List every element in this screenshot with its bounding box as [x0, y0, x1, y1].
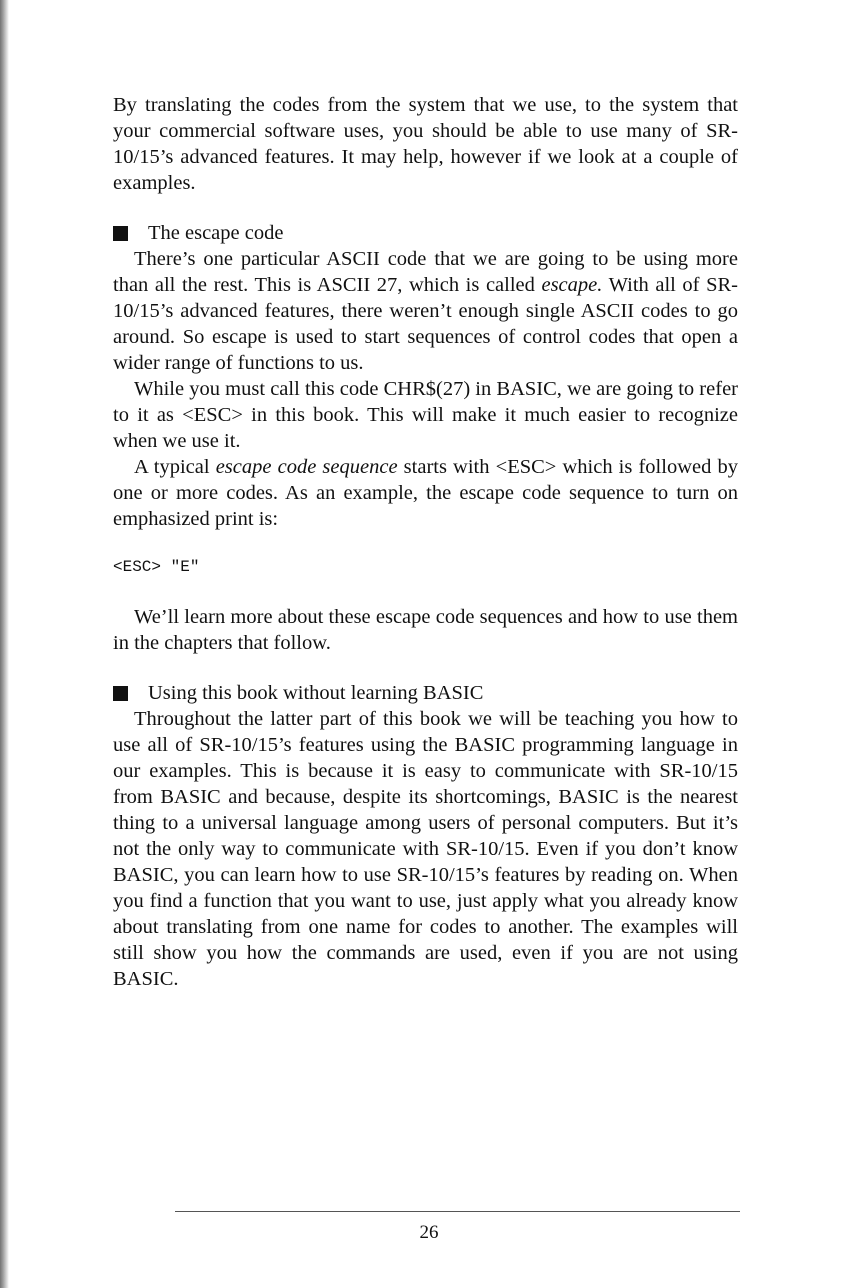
code-example: <ESC> "E"	[113, 558, 200, 576]
escape-paragraph-3: A typical escape code sequence starts with <ESC> which is followed by one or more codes. As an example, the escape code sequence to turn on emphasized print is:	[113, 456, 738, 530]
page-scan-edge	[0, 0, 9, 1288]
escape-paragraph-4: We’ll learn more about these escape code sequences and how to use them in the chapters that follow.	[113, 606, 738, 654]
page-body	[113, 92, 738, 992]
section-title: Using this book without learning BASIC	[148, 682, 484, 704]
section-title: The escape code	[148, 222, 284, 244]
bullet-square-icon	[113, 686, 128, 701]
escape-paragraph-1: There’s one particular ASCII code that we are going to be using more than all the rest. This is ASCII 27, which is called escape. With all of SR-10/15’s advanced features, there weren’t enough single ASCII codes to go around. So escape is used to start sequences of control codes that open a wider range of functions to us.	[113, 248, 738, 374]
section-heading-basic	[113, 680, 738, 706]
escape-paragraph-2: While you must call this code CHR$(27) in BASIC, we are going to refer to it as <ESC> in this book. This will make it much easier to recognize when we use it.	[113, 378, 738, 452]
bullet-square-icon	[113, 226, 128, 241]
footer-rule	[175, 1211, 740, 1212]
intro-paragraph: By translating the codes from the system that we use, to the system that your commercial software uses, you should be able to use many of SR-10/15’s advanced features. It may help, however if we look at a couple of examples.	[113, 94, 738, 194]
page-number: 26	[419, 1222, 439, 1243]
section-heading-escape	[113, 220, 738, 246]
basic-paragraph-1: Throughout the latter part of this book we will be teaching you how to use all of SR-10/15’s features using the BASIC programming language in our examples. This is because it is easy to communicate with SR-10/15 from BASIC and because, despite its shortcomings, BASIC is the nearest thing to a universal language among users of personal computers. But it’s not the only way to communicate with SR-10/15. Even if you don’t know BASIC, you can learn how to use SR-10/15’s features by reading on. When you find a function that you want to use, just apply what you already know about translating from one name for codes to another. The examples will still show you how the commands are used, even if you are not using BASIC.	[113, 708, 738, 990]
